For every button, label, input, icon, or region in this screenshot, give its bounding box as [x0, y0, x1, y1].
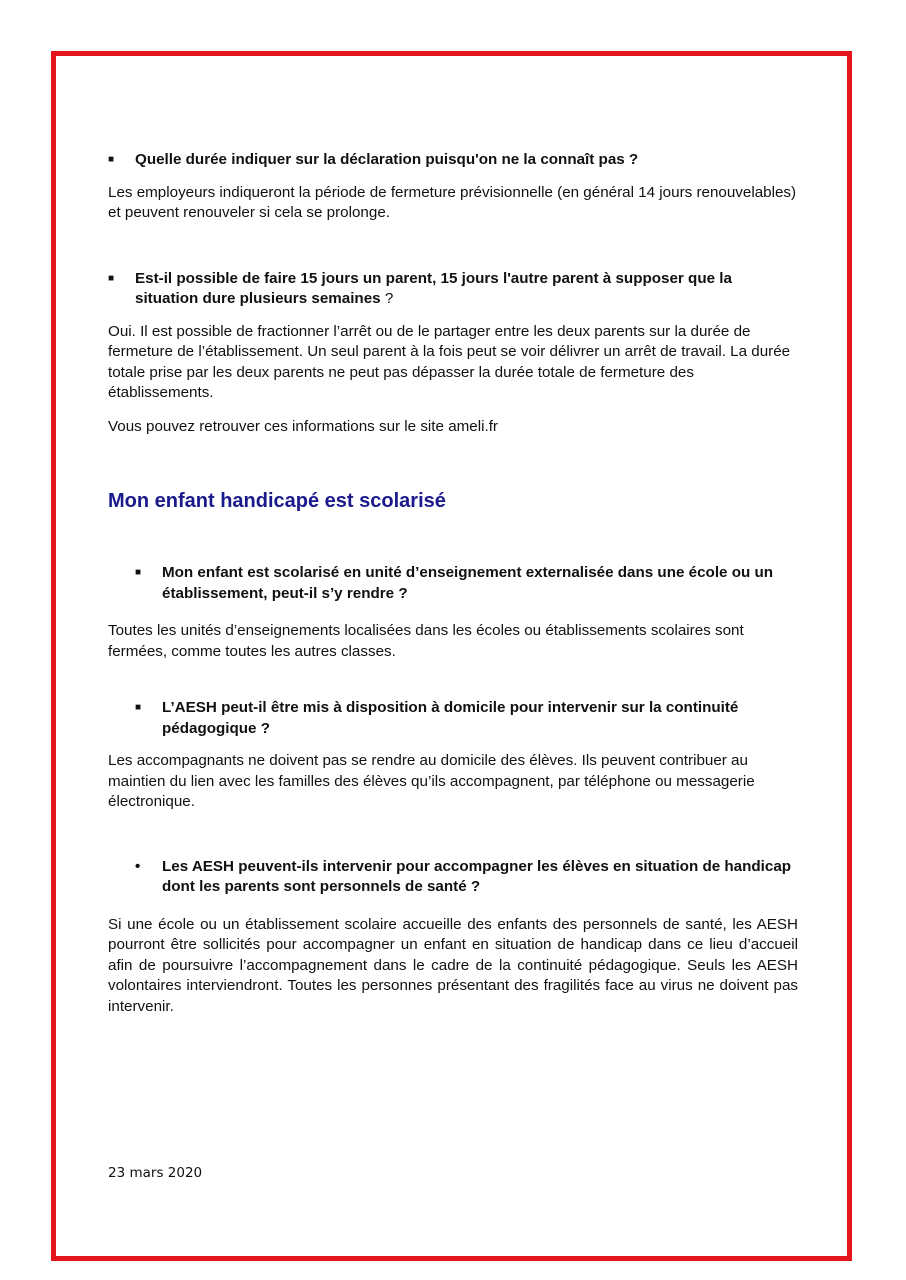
square-bullet-icon: ■ [135, 702, 142, 713]
square-bullet-icon: ■ [108, 154, 115, 165]
round-bullet-icon: • [135, 857, 141, 875]
faq-question-text: Mon enfant est scolarisé en unité d’enseignement externalisée dans une école ou un établissement, peut-il s’y rendre ? [162, 564, 774, 602]
question-mark: ? [380, 290, 394, 307]
faq-question-text: L’AESH peut-il être mis à disposition à domicile pour intervenir sur la continuité pédagogique ? [162, 699, 739, 737]
faq-answer: Oui. Il est possible de fractionner l’arrêt ou de le partager entre les deux parents sur la durée de fermeture de l’établissement. Un seul parent à la fois peut se voir délivrer un arrêt de travail. La durée totale prise par les deux parents ne peut pas dépasser la durée totale de fermeture des établissements. [108, 322, 791, 401]
footer-date: 23 mars 2020 [108, 1165, 203, 1181]
faq-answer: Les accompagnants ne doivent pas se rendre au domicile des élèves. Ils peuvent contribuer au maintien du lien avec les familles des élèves qu’ils accompagnent, par téléphone ou messagerie électronique. [108, 752, 755, 810]
square-bullet-icon: ■ [108, 272, 115, 284]
section-title: Mon enfant handicapé est scolarisé [108, 490, 446, 512]
faq-answer: Les employeurs indiqueront la période de fermeture prévisionnelle (en général 14 jours renouvelables) et peuvent renouveler si cela se prolonge. [108, 183, 797, 221]
faq-question [108, 150, 798, 171]
faq-question [108, 269, 798, 310]
faq-note: Vous pouvez retrouver ces informations sur le site ameli.fr [108, 417, 498, 435]
faq-question-text: Est-il possible de faire 15 jours un parent, 15 jours l'autre parent à supposer que la situation dure plusieurs semaines [135, 269, 732, 307]
faq-answer: Toutes les unités d’enseignements localisées dans les écoles ou établissements scolaires sont fermées, comme toutes les autres classes. [108, 622, 744, 660]
document-body [108, 150, 798, 1017]
faq-question [108, 857, 798, 898]
faq-question [108, 563, 798, 604]
square-bullet-icon: ■ [135, 567, 142, 578]
faq-answer: Si une école ou un établissement scolaire accueille des enfants des personnels de santé, les AESH pourront être sollicités pour accompagner un enfant en situation de handicap dans ce lieu d’accueil afin de poursuivre l’accompagnement dans le cadre de la continuité pédagogique. Seuls les AESH volontaires interviendront. Toutes les personnes présentant des fragilités face au virus ne doivent pas intervenir. [108, 915, 798, 1015]
faq-question-text: Quelle durée indiquer sur la déclaration puisqu'on ne la connaît pas ? [135, 151, 639, 168]
faq-question [108, 698, 798, 739]
faq-question-text: Les AESH peuvent-ils intervenir pour accompagner les élèves en situation de handicap dont les parents sont personnels de santé ? [162, 857, 792, 895]
